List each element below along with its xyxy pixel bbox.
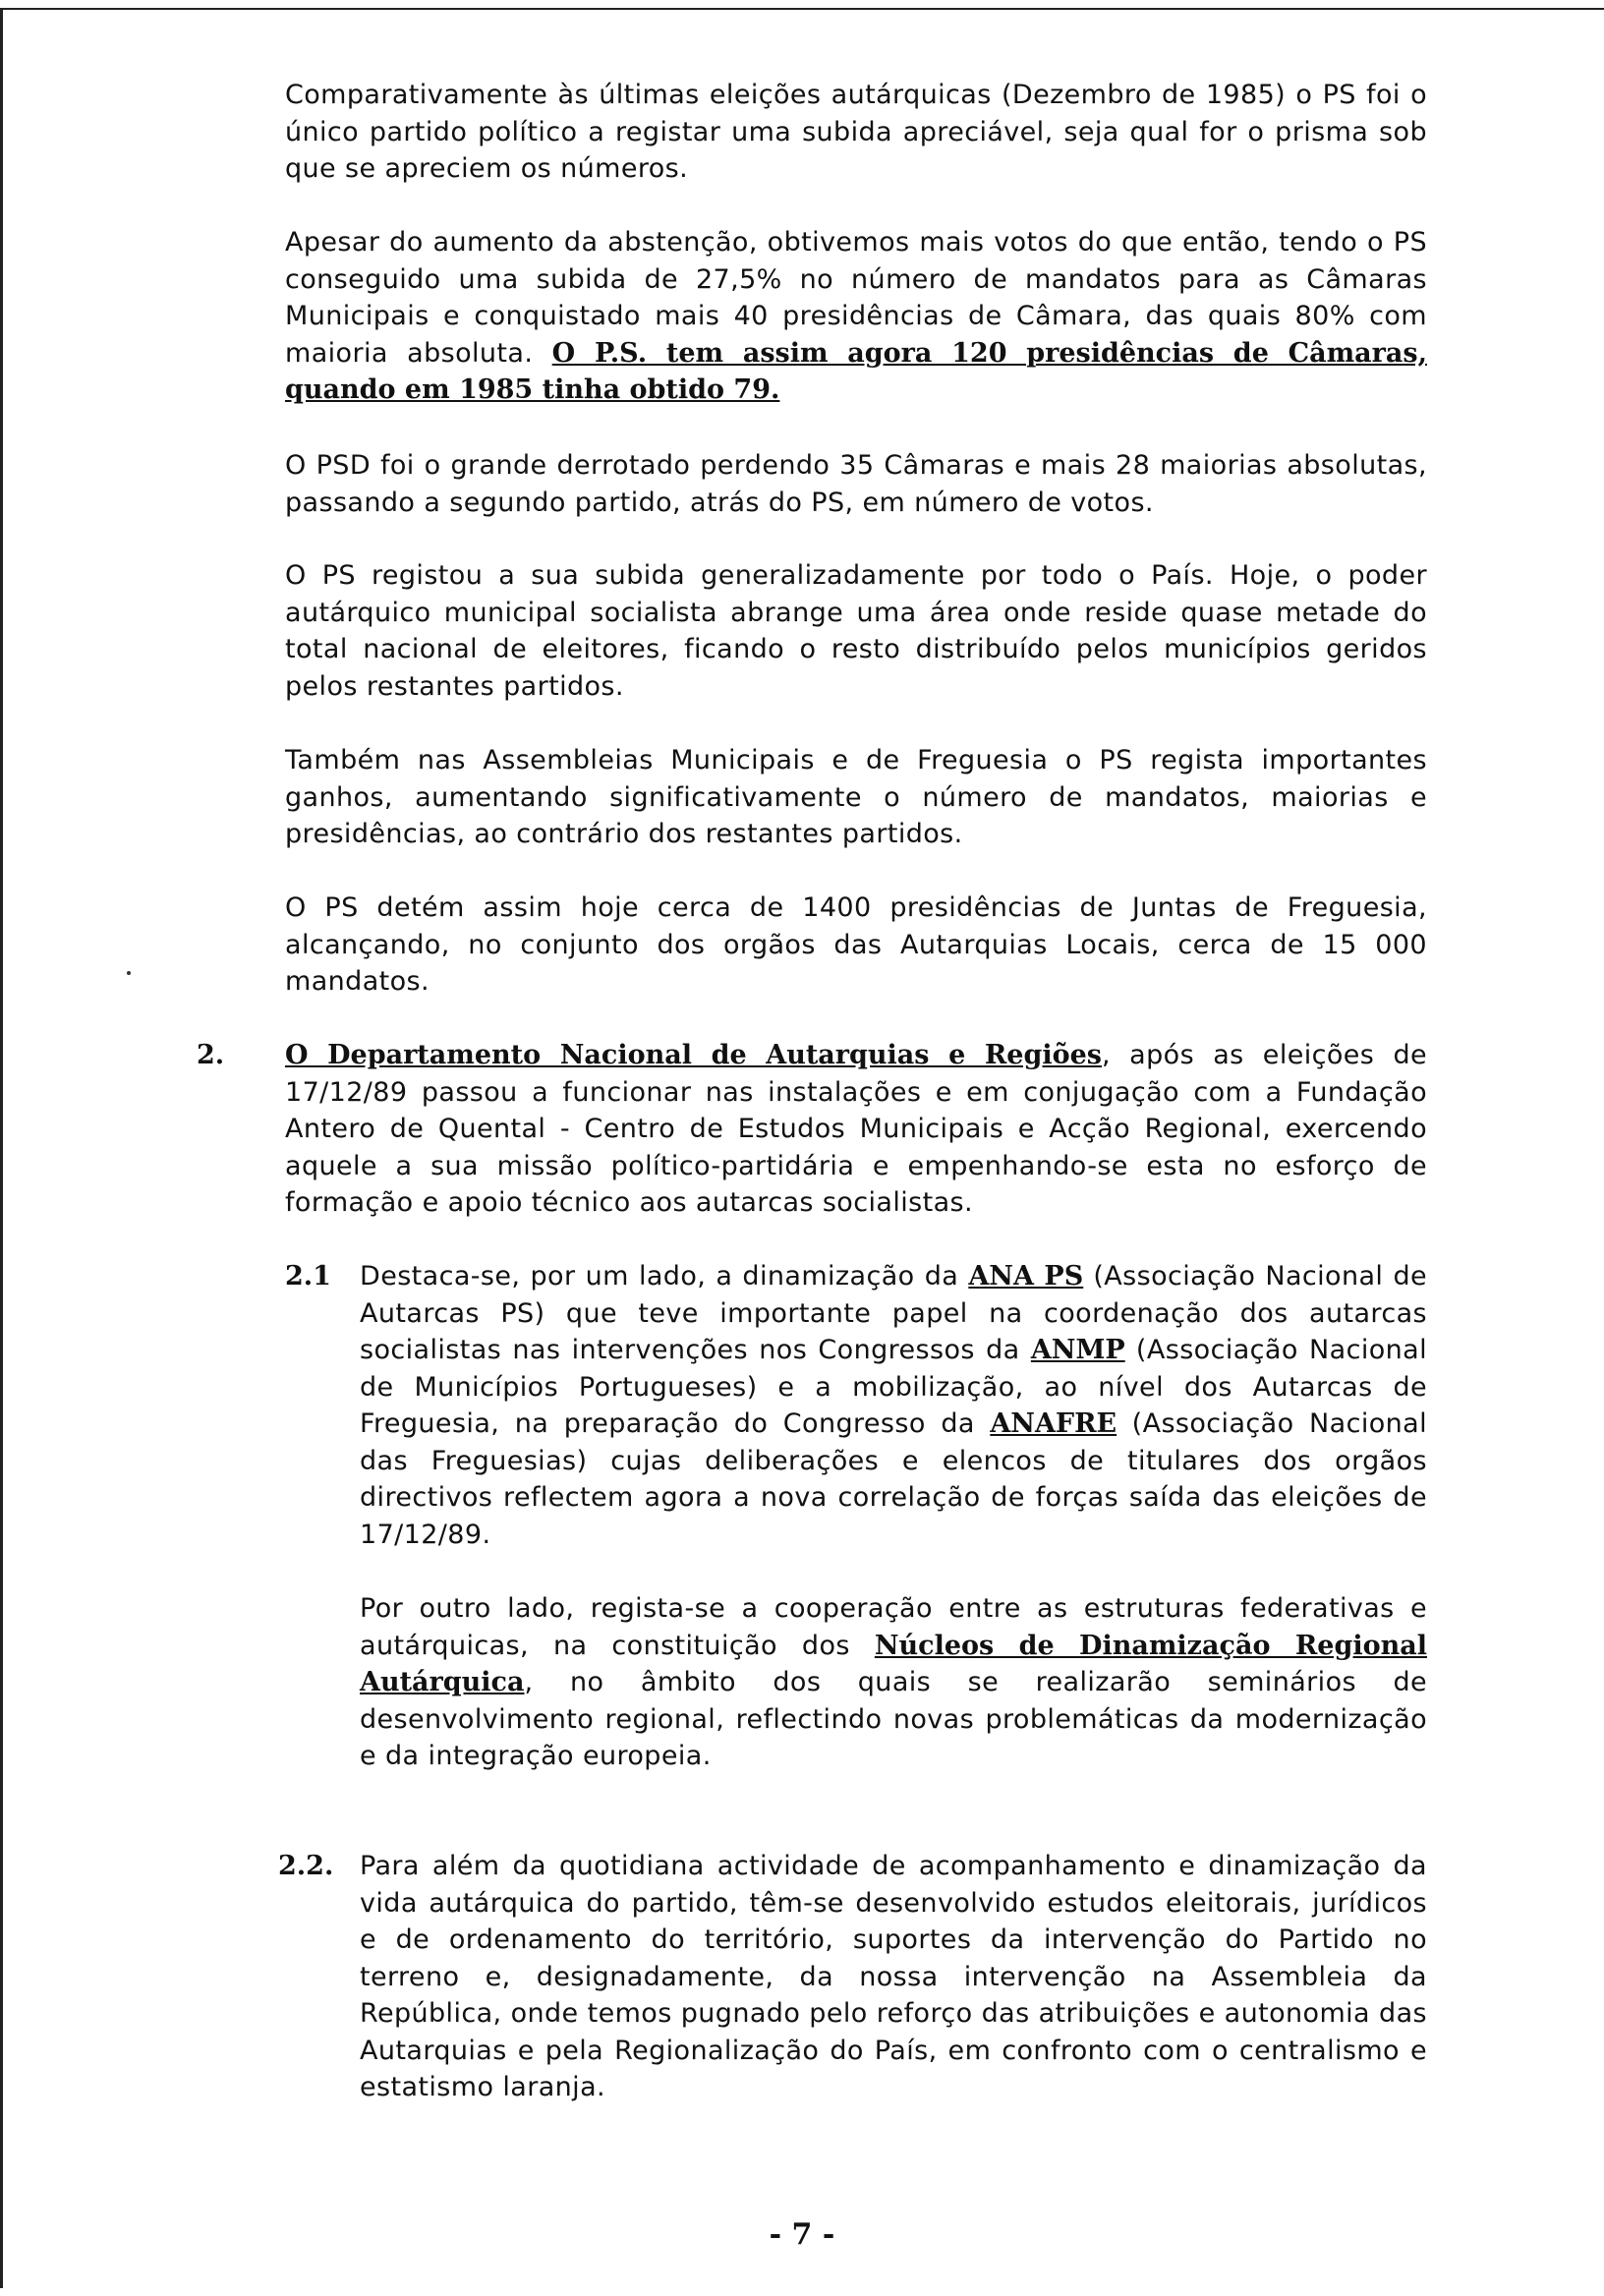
paragraph-assemblies: Também nas Assembleias Municipais e de Freguesia o PS regista importantes ganhos, aumentando significativamente o número de mandatos, maiorias e presidências, ao contrário dos restantes partidos. [285, 745, 1427, 849]
section-2-1-text-b: (Associação Nacional de Autarcas PS) que teve importante papel na coordenação dos autarcas socialistas nas intervenções nos Congressos da [360, 1261, 1428, 1365]
nucleos-label: Núcleos de Dinamização Regional Autárquica [360, 1630, 1427, 1697]
cooperation-text-b: , no âmbito dos quais se realizarão seminários de desenvolvimento regional, reflectindo novas problemáticas da modernização e da integração europeia. [360, 1667, 1427, 1771]
section-2-1-cooperation-paragraph [360, 1590, 1427, 1775]
cooperation-text-a: Por outro lado, regista-se a cooperação entre as estruturas federativas e autárquicas, na constituição dos [360, 1593, 1427, 1661]
section-2-1-text-c: (Associação Nacional de Municípios Portugueses) e a mobilização, ao nível dos Autarcas de Freguesia, na preparação do Congresso da [360, 1335, 1428, 1439]
paragraph-ps-rise: O PS registou a sua subida generalizadamente por todo o País. Hoje, o poder autárquico municipal socialista abrange uma área onde reside quase metade do total nacional de eleitores, ficando o resto distribuído pelos municípios geridos pelos restantes partidos. [285, 560, 1427, 702]
section-2-1-text-a: Destaca-se, por um lado, a dinamização da [360, 1261, 969, 1292]
page-number: - 7 - [769, 2217, 835, 2252]
section-2-1-number: 2.1 [285, 1261, 331, 1292]
highlight-presidencies: O P.S. tem assim agora 120 presidências de Câmaras, quando em 1985 tinha obtido 79. [285, 337, 1427, 405]
ana-ps-label: ANA PS [968, 1261, 1084, 1292]
anafre-label: ANAFRE [990, 1408, 1117, 1439]
section-2-2-paragraph: Para além da quotidiana actividade de acompanhamento e dinamização da vida autárquica do partido, têm-se desenvolvido estudos eleitorais, jurídicos e de ordenamento do território, suportes da intervenção do Partido no terreno e, designadamente, da nossa intervenção na Assembleia da República, onde temos pugnado pelo reforço das atribuições e autonomia das Autarquias e pela Regionalização do País, em confronto com o centralismo e estatismo laranja. [360, 1851, 1427, 2102]
section-2-title: O Departamento Nacional de Autarquias e Regiões [285, 1040, 1102, 1070]
section-2-text: , após as eleições de 17/12/89 passou a funcionar nas instalações e em conjugação com a Fundação Antero de Quental - Centro de Estudos Municipais e Acção Regional, exercendo aquele a sua missão político-partidária e empenhando-se esta no esforço de formação e apoio técnico aos autarcas socialistas. [285, 1040, 1427, 1218]
paragraph-abstention [285, 224, 1427, 409]
section-2-1-text-d: (Associação Nacional das Freguesias) cujas deliberações e elencos de titulares dos orgãos directivos reflectem agora a nova correlação de forças saída das eleições de 17/12/89. [360, 1408, 1428, 1550]
top-border-line [0, 8, 1604, 10]
margin-speck [127, 971, 131, 975]
anmp-label: ANMP [1030, 1335, 1125, 1365]
section-2-paragraph [285, 1037, 1427, 1222]
section-2-number: 2. [197, 1040, 225, 1070]
paragraph-abstention-text: Apesar do aumento da abstenção, obtivemos mais votos do que então, tendo o PS conseguido uma subida de 27,5% no número de mandatos para as Câmaras Municipais e conquistado mais 40 presidências de Câmara, das quais 80% com maioria absoluta. [285, 227, 1427, 369]
paragraph-freguesia-presidencies: O PS detém assim hoje cerca de 1400 presidências de Juntas de Freguesia, alcançando, no conjunto dos orgãos das Autarquias Locais, cerca de 15 000 mandatos. [285, 892, 1427, 997]
paragraph-elections-comparison: Comparativamente às últimas eleições autárquicas (Dezembro de 1985) o PS foi o único partido político a registar uma subida apreciável, seja qual for o prisma sob que se apreciem os números. [285, 80, 1427, 184]
section-2-2-number: 2.2. [278, 1851, 334, 1881]
section-2-1-paragraph [360, 1258, 1427, 1553]
paragraph-psd-defeat: O PSD foi o grande derrotado perdendo 35 Câmaras e mais 28 maiorias absolutas, passando a segundo partido, atrás do PS, em número de votos. [285, 450, 1427, 518]
left-border-line [0, 8, 3, 2288]
